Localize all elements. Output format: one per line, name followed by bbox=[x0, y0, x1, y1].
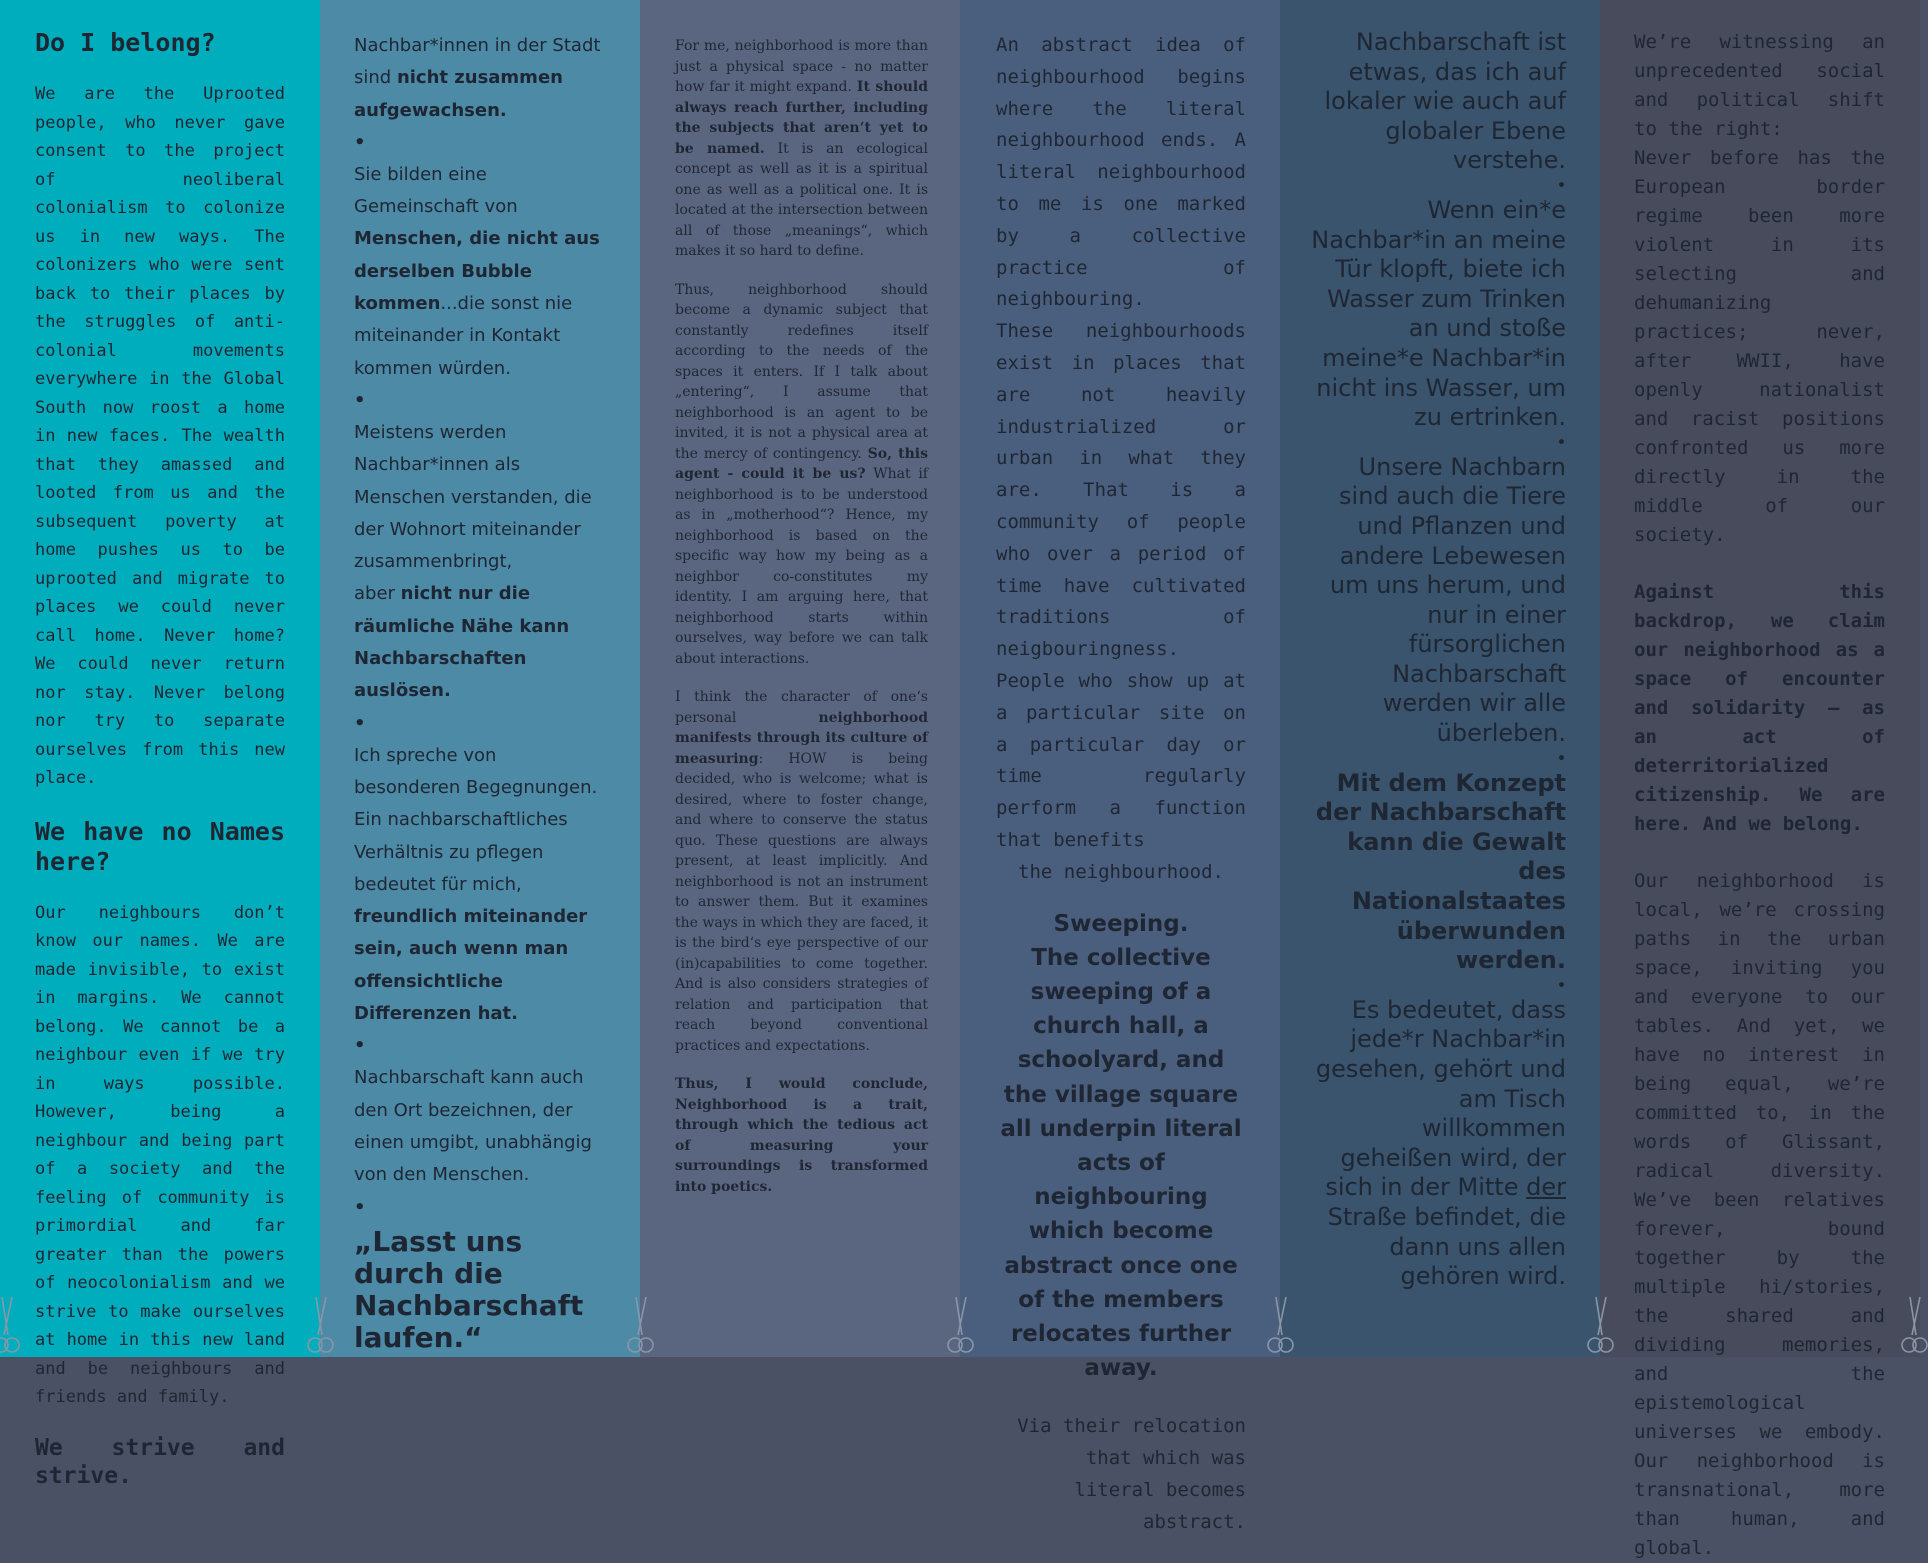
local-global-paragraph: Our neighborhood is local, we’re crossing paths in the urban space, inviting you and everyone to our tables. And yet, we have no interest in being equal, we’re committed to, in the words of Glissant, radical diversity. We’ve been relatives forever, bound together by the multiple hi/stories, the shared and dividing memories, and the epistemological universes we embody. Our neighborhood is transnational, more than human, and global. bbox=[1634, 870, 1885, 1559]
physical-space-paragraph bbox=[675, 36, 928, 262]
panel-nachbarschaft bbox=[1280, 0, 1600, 1357]
scissors-icon bbox=[1900, 1295, 1928, 1357]
bullet-dot: • bbox=[1557, 177, 1566, 194]
uprooted-paragraph: We are the Uprooted people, who never gave consent to the project of neoliberal colonialism to colonize us in new ways. The colonizers who were sent back to their places by the struggles of anti-colonial movements everywhere in the Global South now roost a home in new faces. The wealth that they amassed and looted from us and the subsequent poverty at home pushes us to be uprooted and migrate to places we could never call home. Never home? We could never return nor stay. Never belong nor try to separate ourselves from this new place. bbox=[35, 84, 285, 788]
nationalstaat-paragraph: Mit dem Konzept der Nachbarschaft kann die Gewalt des Nationalstaates überwunden werden. bbox=[1315, 768, 1566, 975]
conclusion-paragraph bbox=[675, 1074, 928, 1197]
how-text: : HOW is being decided, who is welcome; what is desired, where to foster change, and where to conserve the status quo. These questions are always present, at least implicitly. And neighborhood is not an instrument to answer them. But it examines the ways in which they are faced, it is the bird‘s eye perspective of our (in)capabilities to come together. And is also considers strategies of relation and participation that reach beyond conventional practices and expectations. bbox=[675, 750, 928, 1054]
bullet-dot: • bbox=[354, 131, 366, 153]
traditions-last-line: the neighbourhood. bbox=[1018, 860, 1224, 883]
kontakt-text: ...die sonst nie miteinander in Kontakt kommen würden. bbox=[354, 293, 573, 379]
willkommen-text: Es bedeutet, dass jede*r Nachbar*in gesehen, gehört und am Tisch willkommen geheißen wird, der sich in der Mitte bbox=[1315, 995, 1566, 1202]
ort-paragraph: Nachbarschaft kann auch den Ort bezeichnen, der einen umgibt, unabhängig von den Menschen. bbox=[354, 1067, 592, 1186]
dynamic-subject-paragraph bbox=[675, 280, 928, 670]
strasse-text: Straße befindet, die dann uns allen gehören wird. bbox=[1327, 1202, 1566, 1291]
bullet-dot: • bbox=[354, 1196, 366, 1218]
physical-text: For me, neighborhood is more than just a physical space - no matter how far it might expand. bbox=[675, 38, 928, 95]
bullet-dot: • bbox=[354, 712, 366, 734]
willkommen-paragraph bbox=[1310, 996, 1566, 1292]
scissors-icon bbox=[1586, 1295, 1614, 1357]
dynamic-text: Thus, neighborhood should become a dynamic subject that constantly redefines itself according to the needs of the spaces it enters. If I talk about „entering“, I assume that neighborhood is an agent to be invited, it is not a physical area at the mercy of contingency. bbox=[675, 281, 928, 462]
agent-bold: So, this agent - could it be us? bbox=[675, 445, 929, 482]
stadt-text: Nachbar*innen in der Stadt sind bbox=[354, 35, 601, 89]
culture-measuring-bold: neighborhood manifests through its culture of measuring bbox=[675, 709, 928, 767]
conclusion-bold: Thus, I would conclude, Neighborhood is a trait, through which the tedious act of measuring your surroundings is transformed into poetics. bbox=[675, 1076, 928, 1195]
scissors-icon bbox=[1266, 1295, 1294, 1357]
ecological-text: It is an ecological concept as well as it is a spiritual one as well as a political one. It is located at the intersection between all of those „meanings“, which makes it so hard to define. bbox=[675, 140, 928, 259]
backdrop-paragraph: Against this backdrop, we claim our neighborhood as a space of encounter and solidarity – as an act of deterritorialized citizenship. We are here. And we belong. bbox=[1634, 581, 1885, 835]
begegnungen-text: Ich spreche von besonderen Begegnungen. Ein nachbarschaftliches Verhältnis zu pflegen bedeutet für mich, bbox=[354, 744, 598, 895]
wohnort-paragraph bbox=[354, 417, 608, 708]
heading-do-i-belong: Do I belong? bbox=[35, 28, 216, 57]
abstract-idea-paragraph: An abstract idea of neighbourhood begins where the literal neighbourhood ends. A literal neighbourhood to me is one marked by a collective practice of neighbouring. bbox=[996, 34, 1246, 311]
panel-political-shift bbox=[1600, 0, 1920, 1559]
scissors-icon bbox=[626, 1295, 654, 1357]
character-text: I think the character of one‘s personal bbox=[675, 689, 928, 726]
bullet-dot: • bbox=[1557, 977, 1566, 994]
der-underlined: der bbox=[1526, 1173, 1566, 1202]
gemeinschaft-paragraph bbox=[354, 159, 608, 385]
sweeping-statement: Sweeping. The collective sweeping of a church hall, a schoolyard, and the village square all underpin literal acts of neighbouring which become abstract once one of the members relocates further away. bbox=[1000, 910, 1242, 1382]
panel-abstract-neighbourhood bbox=[960, 0, 1280, 1533]
bullet-dot: • bbox=[354, 389, 366, 411]
wasser-paragraph: Wenn ein*e Nachbar*in an meine Tür klopft, biete ich Wasser zum Trinken an und stoße meine*e Nachbar*in nicht ins Wasser, um zu ertrinken. bbox=[1311, 195, 1566, 432]
tiere-paragraph: Unsere Nachbarn sind auch die Tiere und Pflanzen und andere Lebewesen um uns herum, und nur in einer fürsorglichen Nachbarschaft werden wir alle überleben. bbox=[1329, 452, 1566, 748]
scissors-icon bbox=[946, 1295, 974, 1357]
measuring-paragraph bbox=[675, 687, 928, 1056]
relocation-paragraph: Via their relocation that which was literal becomes abstract. bbox=[1017, 1415, 1246, 1533]
bullet-dot: • bbox=[354, 1035, 366, 1057]
panel-do-i-belong bbox=[0, 0, 320, 1489]
scissors-icon bbox=[306, 1295, 334, 1357]
naehe-bold: nicht nur die räumliche Nähe kann Nachbarschaften auslösen. bbox=[354, 583, 570, 702]
wohnort-text: Meistens werden Nachbar*innen als Menschen verstanden, die der Wohnort miteinander zusammenbringt, bbox=[354, 421, 592, 573]
motherhood-text: What if neighborhood is to be understood as in „motherhood“? Hence, my neighborhood is based on the specific way how my being as a neighbor co-constitutes my identity. I am arguing here, that neighborhood starts within ourselves, way before we can talk about interactions. bbox=[675, 466, 928, 667]
lasst-uns-quote: „Lasst uns durch die Nachbarschaft laufen.“ bbox=[354, 1224, 584, 1354]
reach-further-bold: It should always reach further, including the subjects that aren‘t yet to be named. bbox=[675, 79, 929, 157]
scissors-icon bbox=[0, 1295, 20, 1357]
neighbours-paragraph: Our neighbours don’t know our names. We are made invisible, to exist in margins. We cannot belong. We cannot be a neighbour even if we try in ways possible. However, being a neighbour and being part of a society and the feeling of community is primordial and far greater than the powers of neocolonialism and we strive to make ourselves at home in this new land and be neighbours and friends and family. bbox=[35, 902, 285, 1407]
shift-paragraph: We’re witnessing an unprecedented social and political shift to the right: bbox=[1634, 31, 1885, 140]
bubble-bold: Menschen, die nicht aus derselben Bubble kommen bbox=[354, 228, 600, 315]
strive-closing: We strive and strive. bbox=[35, 1434, 285, 1489]
border-regime-paragraph: Never before has the European border regime been more violent in its selecting and dehumanizing practices; never, after WWII, have openly nationalist and racist positions confronted us more directly in the middle of our society. bbox=[1634, 147, 1885, 546]
stadt-bold: nicht zusammen aufgewachsen. bbox=[354, 67, 563, 121]
bullet-dot: • bbox=[1557, 434, 1566, 451]
bullet-dot: • bbox=[1557, 750, 1566, 767]
aber-text: aber bbox=[354, 583, 401, 605]
begegnungen-paragraph bbox=[354, 740, 608, 1031]
stadt-paragraph bbox=[354, 30, 608, 127]
lokal-global-paragraph: Nachbarschaft ist etwas, das ich auf lokaler wie auch auf globaler Ebene verstehe. bbox=[1324, 28, 1566, 175]
gemeinschaft-text: Sie bilden eine Gemeinschaft von bbox=[354, 163, 518, 218]
panel-neighborhood-essay bbox=[640, 0, 960, 1357]
heading-no-names: We have no Names here? bbox=[35, 816, 285, 876]
traditions-paragraph: These neighbourhoods exist in places that are not heavily industrialized or urban in what they are. That is a community of people who over a period of time have cultivated traditions of neigbouringness. People who show up at a particular site on a particular day or time regularly perform a function that benefits bbox=[996, 320, 1246, 851]
panel-nachbarinnen bbox=[320, 0, 640, 1357]
differenzen-bold: freundlich miteinander sein, auch wenn man offensichtliche Differenzen hat. bbox=[354, 906, 588, 1025]
